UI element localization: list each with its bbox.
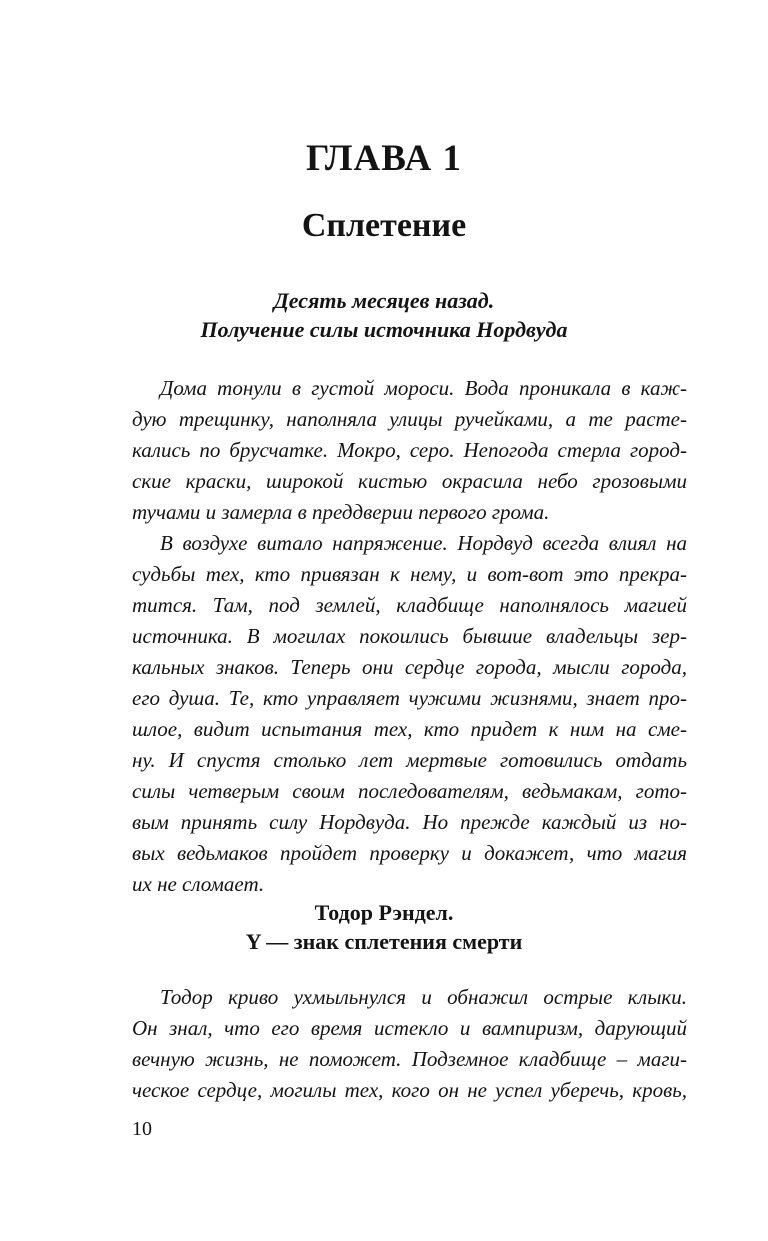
section-heading-line: Десять месяцев назад. xyxy=(273,288,495,313)
text-line: вых ведьмаков пройдет проверку и докажет, что магия xyxy=(132,841,687,865)
text-line: кальных знаков. Теперь они сердце города, мысли города, xyxy=(132,655,687,679)
section-heading-character xyxy=(0,898,768,956)
page-number: 10 xyxy=(132,1118,152,1140)
text-line: ские краски, широкой кистью окрасила небо грозовыми xyxy=(132,469,687,493)
text-line: источника. В могилах покоились бывшие владельцы зер- xyxy=(132,624,687,648)
section-heading-flashback xyxy=(0,286,768,344)
text-line: его душа. Те, кто управляет чужими жизнями, знает про- xyxy=(132,686,687,710)
text-line: Дома тонули в густой мороси. Вода проникала в каж- xyxy=(160,376,687,400)
section-heading-line: Y — знак сплетения смерти xyxy=(245,929,523,954)
text-line: шлое, видит испытания тех, кто придет к ним на сме- xyxy=(132,717,687,741)
text-line: ну. И спустя столько лет мертвые готовились отдать xyxy=(132,748,687,772)
text-line: кались по брусчатке. Мокро, серо. Непогода стерла город- xyxy=(132,438,687,462)
body-text-section-1 xyxy=(132,373,687,900)
text-line: дую трещинку, наполняла улицы ручейками, а те расте- xyxy=(132,407,687,431)
text-line: вечную жизнь, не поможет. Подземное кладбище – маги- xyxy=(132,1047,687,1071)
body-text-section-2 xyxy=(132,982,687,1106)
text-line: ческое сердце, могилы тех, кого он не успел уберечь, кровь, xyxy=(132,1078,687,1102)
text-line: тучами и замерла в преддверии первого грома. xyxy=(132,500,550,524)
chapter-title: Сплетение xyxy=(301,207,467,244)
text-line: судьбы тех, кто привязан к нему, и вот-вот это прекра- xyxy=(132,562,687,586)
text-line: Тодор криво ухмыльнулся и обнажил острые клыки. xyxy=(160,985,687,1009)
chapter-number: ГЛАВА 1 xyxy=(305,138,463,179)
text-line: их не сломает. xyxy=(132,872,265,896)
text-line: Он знал, что его время истекло и вампиризм, дарующий xyxy=(132,1016,687,1040)
section-heading-line: Тодор Рэндел. xyxy=(314,900,454,925)
text-line: В воздухе витало напряжение. Нордвуд всегда влиял на xyxy=(160,531,687,555)
text-line: силы четверым своим последователям, ведьмакам, гото- xyxy=(132,779,687,803)
section-heading-line: Получение силы источника Нордвуда xyxy=(200,317,568,342)
text-line: тится. Там, под землей, кладбище наполнялось магией xyxy=(132,593,687,617)
text-line: вым принять силу Нордвуда. Но прежде каждый из но- xyxy=(132,810,687,834)
